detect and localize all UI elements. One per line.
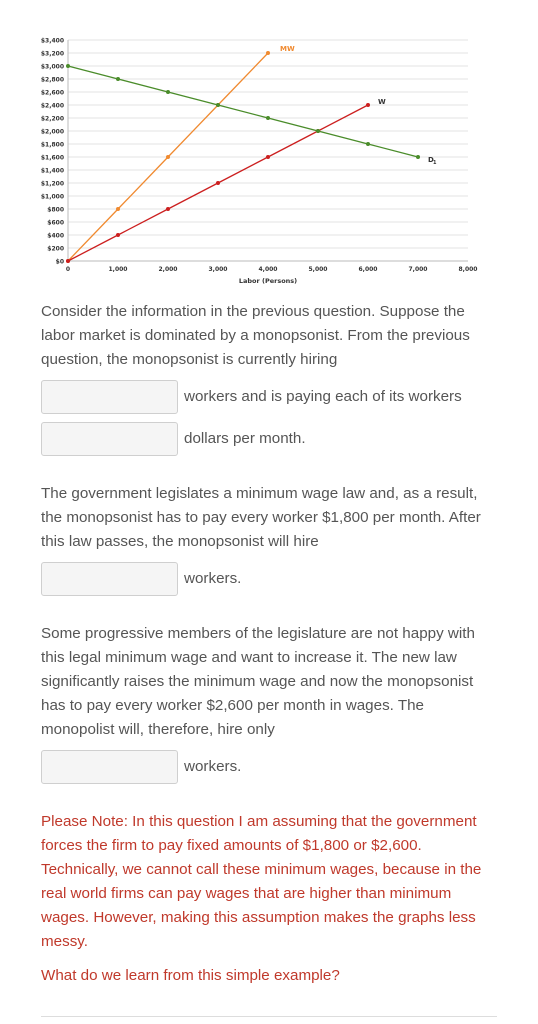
y-tick-label: $1,800 xyxy=(40,141,64,149)
chart-svg xyxy=(0,0,538,290)
law-text: The government legislates a minimum wage law and, as a result, the monopsonist has to pay every worker $1,800 per month. After this law passes, the monopsonist will hire xyxy=(41,485,481,550)
series-point-2 xyxy=(366,142,370,146)
curve-label-0: MW xyxy=(280,45,295,53)
note-text: Please Note: In this question I am assuming that the government forces the firm to pay fixed amounts of $1,800 or $2,600. Technically, we cannot call these minimum wages, because in the real world firms can pay wages that are higher than minimum wages. However, making this assumption makes the graphs less messy. xyxy=(41,813,482,950)
y-tick-label: $3,200 xyxy=(40,50,64,58)
series-point-0 xyxy=(266,51,270,55)
x-tick-label: 7,000 xyxy=(408,266,428,273)
workers-at-2600-input[interactable] xyxy=(41,750,178,784)
answer-row-2 xyxy=(41,422,501,456)
x-tick-label: 5,000 xyxy=(308,266,328,273)
y-tick-label: $2,400 xyxy=(40,102,64,110)
series-point-1 xyxy=(66,259,70,263)
y-tick-label: $1,200 xyxy=(40,180,64,188)
y-tick-label: $1,400 xyxy=(40,167,64,175)
y-tick-label: $400 xyxy=(47,232,64,240)
current-wage-input[interactable] xyxy=(41,422,178,456)
series-point-2 xyxy=(416,155,420,159)
after-input-1-text: workers and is paying each of its workers xyxy=(184,388,462,405)
series-point-2 xyxy=(266,116,270,120)
x-tick-label: 3,000 xyxy=(208,266,228,273)
series-point-2 xyxy=(316,129,320,133)
x-tick-label: 2,000 xyxy=(158,266,178,273)
series-point-1 xyxy=(166,207,170,211)
after-input-4-text: workers. xyxy=(184,758,242,775)
answer-row-1 xyxy=(41,380,501,414)
answer-row-3 xyxy=(41,562,501,596)
labor-market-chart xyxy=(0,0,538,290)
series-point-1 xyxy=(216,181,220,185)
series-point-2 xyxy=(216,103,220,107)
after-input-2-text: dollars per month. xyxy=(184,430,306,447)
x-tick-label: 6,000 xyxy=(358,266,378,273)
curve-label-2: D xyxy=(428,156,434,164)
y-tick-label: $1,600 xyxy=(40,154,64,162)
x-tick-label: 4,000 xyxy=(258,266,278,273)
y-tick-label: $2,800 xyxy=(40,76,64,84)
y-tick-label: $1,000 xyxy=(40,193,64,201)
x-tick-label: 0 xyxy=(65,266,71,273)
y-tick-label: $3,000 xyxy=(40,63,64,71)
workers-at-1800-input[interactable] xyxy=(41,562,178,596)
after-input-3-text: workers. xyxy=(184,570,242,587)
series-point-1 xyxy=(266,155,270,159)
y-tick-label: $2,200 xyxy=(40,115,64,123)
question-content xyxy=(41,300,501,988)
y-tick-label: $600 xyxy=(47,219,64,227)
progressive-text: Some progressive members of the legislature are not happy with this legal minimum wage and want to increase it. The new law significantly raises the minimum wage and now the monopsonist has to pay every worker $2,600 per month in wages. The monopolist will, therefore, hire only xyxy=(41,625,475,738)
series-point-1 xyxy=(366,103,370,107)
series-point-2 xyxy=(166,90,170,94)
series-point-0 xyxy=(116,207,120,211)
curve-label-sub-2: 1 xyxy=(433,160,437,166)
series-point-0 xyxy=(166,155,170,159)
series-point-1 xyxy=(116,233,120,237)
series-point-2 xyxy=(116,77,120,81)
y-tick-label: $800 xyxy=(47,206,64,214)
y-tick-label: $0 xyxy=(55,258,64,266)
x-axis-label: Labor (Persons) xyxy=(238,277,298,285)
y-tick-label: $200 xyxy=(47,245,64,253)
y-tick-label: $2,000 xyxy=(40,128,64,136)
x-tick-label: 1,000 xyxy=(108,266,128,273)
y-tick-label: $3,400 xyxy=(40,37,64,45)
series-point-2 xyxy=(66,64,70,68)
curve-label-1: W xyxy=(378,98,386,106)
y-tick-label: $2,600 xyxy=(40,89,64,97)
x-tick-label: 8,000 xyxy=(458,266,478,273)
current-workers-input[interactable] xyxy=(41,380,178,414)
intro-text: Consider the information in the previous question. Suppose the labor market is dominated by a monopsonist. From the previous question, the monopsonist is currently hiring xyxy=(41,303,470,368)
answer-row-4 xyxy=(41,750,501,784)
question-text: What do we learn from this simple example? xyxy=(41,967,340,984)
divider xyxy=(41,1016,497,1017)
